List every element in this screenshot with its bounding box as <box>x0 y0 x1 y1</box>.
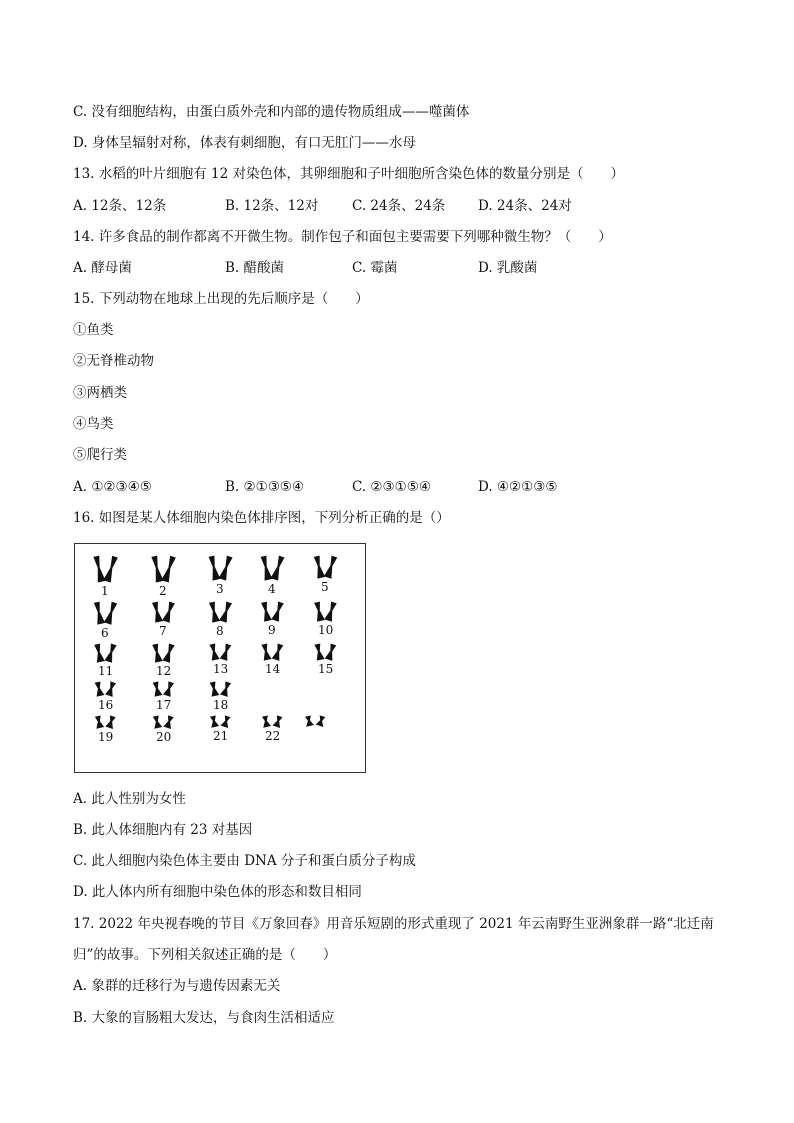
q14-option-d[interactable]: D. 乳酸菌 <box>478 260 538 276</box>
chromosome-number-5: 5 <box>321 580 329 594</box>
chromosome-pair-12 <box>151 643 175 663</box>
chromosome-pair-13 <box>208 643 232 661</box>
q17-option-b[interactable]: B. 大象的盲肠粗大发达，与食肉生活相适应 <box>73 1010 335 1026</box>
q15-option-b[interactable]: B. ②①③⑤④ <box>225 479 305 495</box>
karyotype-drawing <box>75 544 364 771</box>
q15-item-1: ①鱼类 <box>73 322 114 338</box>
chromosome-number-6: 6 <box>101 626 109 640</box>
q15-option-c[interactable]: C. ②③①⑤④ <box>352 479 431 495</box>
chromosome-pair-18 <box>209 681 232 697</box>
chromosome-pair-7 <box>151 601 176 622</box>
chromosome-pair-20 <box>152 715 175 729</box>
chromosome-pair-4 <box>260 555 286 580</box>
line-c-option: C. 没有细胞结构，由蛋白质外壳和内部的遗传物质组成——噬菌体 <box>73 104 470 120</box>
chromosome-number-14: 14 <box>265 662 281 676</box>
chromosome-number-2: 2 <box>159 584 167 598</box>
q15-option-a[interactable]: A. ①②③④⑤ <box>73 479 152 495</box>
q15-item-4: ④鸟类 <box>73 416 114 432</box>
sex-chromosome-pair <box>304 715 326 727</box>
chromosome-number-16: 16 <box>98 698 114 712</box>
chromosome-number-11: 11 <box>98 664 114 678</box>
question-13: 13. 水稻的叶片细胞有 12 对染色体，其卵细胞和子叶细胞所含染色体的数量分别是（ ） <box>73 166 625 182</box>
chromosome-number-19: 19 <box>98 730 114 744</box>
chromosome-pair-5 <box>313 555 338 578</box>
chromosome-pair-16 <box>94 681 117 697</box>
q16-option-c[interactable]: C. 此人细胞内染色体主要由 DNA 分子和蛋白质分子构成 <box>73 853 416 869</box>
q14-option-b[interactable]: B. 醋酸菌 <box>225 260 285 276</box>
chromosome-pair-15 <box>313 643 337 661</box>
question-17-line2: 归”的故事。下列相关叙述正确的是（ ） <box>73 947 337 963</box>
chromosome-pair-6 <box>93 601 118 624</box>
chromosome-number-4: 4 <box>268 582 276 596</box>
chromosome-pair-19 <box>94 715 117 729</box>
chromosome-pair-17 <box>152 681 175 697</box>
q13-option-c[interactable]: C. 24条、24条 <box>352 198 446 214</box>
q15-item-5: ⑤爬行类 <box>73 447 127 463</box>
q14-option-a[interactable]: A. 酵母菌 <box>73 260 132 276</box>
chromosome-pair-3 <box>208 555 234 580</box>
q13-option-b[interactable]: B. 12条、12对 <box>225 198 319 214</box>
chromosome-number-7: 7 <box>159 624 167 638</box>
chromosome-pair-22 <box>261 715 284 728</box>
q16-option-b[interactable]: B. 此人体细胞内有 23 对基因 <box>73 822 253 838</box>
line-d-option: D. 身体呈辐射对称，体表有刺细胞，有口无肛门——水母 <box>73 135 416 151</box>
chromosome-number-8: 8 <box>216 624 224 638</box>
chromosome-number-21: 21 <box>213 729 229 743</box>
q16-option-d[interactable]: D. 此人体内所有细胞中染色体的形态和数目相同 <box>73 884 362 900</box>
chromosome-pair-2 <box>150 555 176 582</box>
chromosome-pair-11 <box>93 643 117 663</box>
chromosome-pair-9 <box>260 601 285 622</box>
chromosome-number-13: 13 <box>213 662 229 676</box>
chromosome-number-12: 12 <box>156 664 172 678</box>
karyotype-figure <box>74 543 366 773</box>
chromosome-number-10: 10 <box>318 623 334 637</box>
q15-item-2: ②无脊椎动物 <box>73 353 154 369</box>
q16-option-a[interactable]: A. 此人性别为女性 <box>73 791 186 807</box>
chromosome-number-1: 1 <box>101 584 109 598</box>
q15-item-3: ③两栖类 <box>73 385 127 401</box>
chromosome-pair-1 <box>92 555 118 582</box>
question-17-line1: 17. 2022 年央视春晚的节目《万象回春》用音乐短剧的形式重现了 2021 年云南野生亚洲象群一路“北迁南 <box>73 916 714 932</box>
chromosome-number-9: 9 <box>268 623 276 637</box>
q14-option-c[interactable]: C. 霉菌 <box>352 260 398 276</box>
chromosome-number-22: 22 <box>265 729 281 743</box>
q15-option-d[interactable]: D. ④②①③⑤ <box>478 479 558 495</box>
chromosome-number-18: 18 <box>213 698 229 712</box>
chromosome-pair-21 <box>209 715 232 728</box>
q17-option-a[interactable]: A. 象群的迁移行为与遗传因素无关 <box>73 978 281 994</box>
question-16: 16. 如图是某人体细胞内染色体排序图，下列分析正确的是（） <box>73 510 450 526</box>
question-14: 14. 许多食品的制作都离不开微生物。制作包子和面包主要需要下列哪种微生物？（ ） <box>73 229 612 245</box>
q13-option-a[interactable]: A. 12条、12条 <box>73 198 167 214</box>
chromosome-pair-14 <box>260 643 284 661</box>
chromosome-number-3: 3 <box>216 582 224 596</box>
q13-option-d[interactable]: D. 24条、24对 <box>478 198 572 214</box>
chromosome-number-15: 15 <box>318 662 334 676</box>
chromosome-number-17: 17 <box>156 698 172 712</box>
chromosome-pair-10 <box>313 601 338 622</box>
chromosome-pair-8 <box>208 601 233 622</box>
chromosome-number-20: 20 <box>156 730 172 744</box>
question-15: 15. 下列动物在地球上出现的先后顺序是（ ） <box>73 291 369 307</box>
